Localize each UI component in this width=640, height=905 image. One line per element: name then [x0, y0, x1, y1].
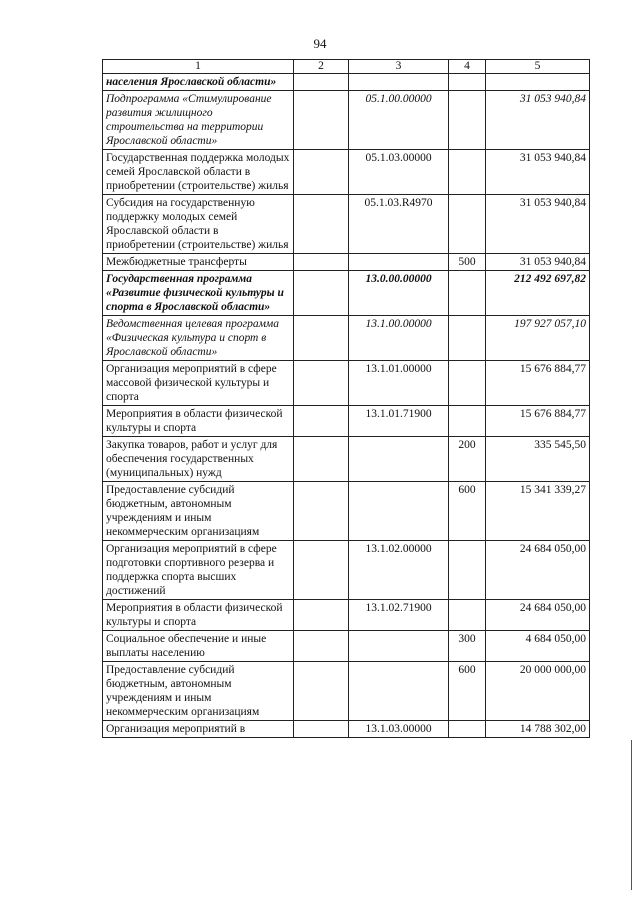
target-code: 13.1.03.00000	[349, 721, 449, 738]
col2-cell	[294, 150, 349, 195]
amount: 197 927 057,10	[486, 316, 590, 361]
table-row	[103, 361, 590, 406]
col2-cell	[294, 437, 349, 482]
col2-cell	[294, 631, 349, 662]
expense-type: 300	[449, 631, 486, 662]
column-header: 1	[103, 60, 294, 74]
column-header: 3	[349, 60, 449, 74]
table-row	[103, 721, 590, 738]
target-code	[349, 482, 449, 541]
target-code: 05.1.03.00000	[349, 150, 449, 195]
item-name: Мероприятия в области физической культуры и спорта	[103, 600, 294, 631]
target-code: 13.1.01.00000	[349, 361, 449, 406]
table-row	[103, 631, 590, 662]
expense-type	[449, 316, 486, 361]
amount: 4 684 050,00	[486, 631, 590, 662]
amount: 15 341 339,27	[486, 482, 590, 541]
target-code: 13.0.00.00000	[349, 271, 449, 316]
target-code: 13.1.02.00000	[349, 541, 449, 600]
item-name: Организация мероприятий в сфере массовой физической культуры и спорта	[103, 361, 294, 406]
expense-type: 600	[449, 662, 486, 721]
scan-edge-mark	[631, 740, 632, 890]
col2-cell	[294, 91, 349, 150]
col2-cell	[294, 600, 349, 631]
table-header-row	[103, 60, 590, 74]
expense-type: 200	[449, 437, 486, 482]
target-code	[349, 254, 449, 271]
column-header: 5	[486, 60, 590, 74]
col2-cell	[294, 254, 349, 271]
target-code	[349, 662, 449, 721]
col2-cell	[294, 271, 349, 316]
table-row	[103, 316, 590, 361]
expense-type	[449, 541, 486, 600]
target-code: 13.1.01.71900	[349, 406, 449, 437]
item-name: Государственная поддержка молодых семей Ярославской области в приобретении (строительстве) жилья	[103, 150, 294, 195]
expense-type	[449, 271, 486, 316]
item-name: Государственная программа «Развитие физической культуры и спорта в Ярославской области»	[103, 271, 294, 316]
table-row	[103, 195, 590, 254]
item-name: Организация мероприятий в	[103, 721, 294, 738]
table-row	[103, 91, 590, 150]
amount: 14 788 302,00	[486, 721, 590, 738]
expense-type	[449, 74, 486, 91]
target-code: 05.1.03.R4970	[349, 195, 449, 254]
table-row	[103, 482, 590, 541]
table-row	[103, 271, 590, 316]
amount: 212 492 697,82	[486, 271, 590, 316]
col2-cell	[294, 721, 349, 738]
item-name: Социальное обеспечение и иные выплаты населению	[103, 631, 294, 662]
expense-type	[449, 361, 486, 406]
expense-type: 500	[449, 254, 486, 271]
col2-cell	[294, 195, 349, 254]
expense-type: 600	[449, 482, 486, 541]
item-name: Предоставление субсидий бюджетным, автономным учреждениям и иным некоммерческим организациям	[103, 662, 294, 721]
amount: 15 676 884,77	[486, 361, 590, 406]
page-number: 94	[313, 36, 327, 51]
item-name: Подпрограмма «Стимулирование развития жилищного строительства на территории Ярославской области»	[103, 91, 294, 150]
target-code	[349, 437, 449, 482]
col2-cell	[294, 662, 349, 721]
col2-cell	[294, 482, 349, 541]
amount: 20 000 000,00	[486, 662, 590, 721]
amount	[486, 74, 590, 91]
target-code: 05.1.00.00000	[349, 91, 449, 150]
amount: 15 676 884,77	[486, 406, 590, 437]
expense-type	[449, 195, 486, 254]
target-code	[349, 631, 449, 662]
table-row	[103, 406, 590, 437]
item-name: Закупка товаров, работ и услуг для обеспечения государственных (муниципальных) нужд	[103, 437, 294, 482]
table-row	[103, 662, 590, 721]
item-name: Предоставление субсидий бюджетным, автономным учреждениям и иным некоммерческим организациям	[103, 482, 294, 541]
table-row	[103, 150, 590, 195]
expense-type	[449, 721, 486, 738]
item-name: Субсидия на государственную поддержку молодых семей Ярославской области в приобретении (строительстве) жилья	[103, 195, 294, 254]
col2-cell	[294, 74, 349, 91]
amount: 31 053 940,84	[486, 254, 590, 271]
col2-cell	[294, 406, 349, 437]
amount: 24 684 050,00	[486, 600, 590, 631]
amount: 31 053 940,84	[486, 91, 590, 150]
column-header: 2	[294, 60, 349, 74]
table-row	[103, 437, 590, 482]
table-row	[103, 74, 590, 91]
col2-cell	[294, 361, 349, 406]
expense-type	[449, 600, 486, 631]
item-name: населения Ярославской области»	[103, 74, 294, 91]
target-code: 13.1.02.71900	[349, 600, 449, 631]
expense-type	[449, 91, 486, 150]
item-name: Межбюджетные трансферты	[103, 254, 294, 271]
expense-type	[449, 406, 486, 437]
table-row	[103, 254, 590, 271]
amount: 335 545,50	[486, 437, 590, 482]
col2-cell	[294, 541, 349, 600]
item-name: Организация мероприятий в сфере подготовки спортивного резерва и поддержка спорта высших достижений	[103, 541, 294, 600]
expense-type	[449, 150, 486, 195]
target-code: 13.1.00.00000	[349, 316, 449, 361]
table-row	[103, 600, 590, 631]
item-name: Ведомственная целевая программа «Физическая культура и спорт в Ярославской области»	[103, 316, 294, 361]
item-name: Мероприятия в области физической культуры и спорта	[103, 406, 294, 437]
target-code	[349, 74, 449, 91]
budget-table	[102, 59, 590, 738]
amount: 24 684 050,00	[486, 541, 590, 600]
amount: 31 053 940,84	[486, 150, 590, 195]
col2-cell	[294, 316, 349, 361]
table-row	[103, 541, 590, 600]
amount: 31 053 940,84	[486, 195, 590, 254]
column-header: 4	[449, 60, 486, 74]
